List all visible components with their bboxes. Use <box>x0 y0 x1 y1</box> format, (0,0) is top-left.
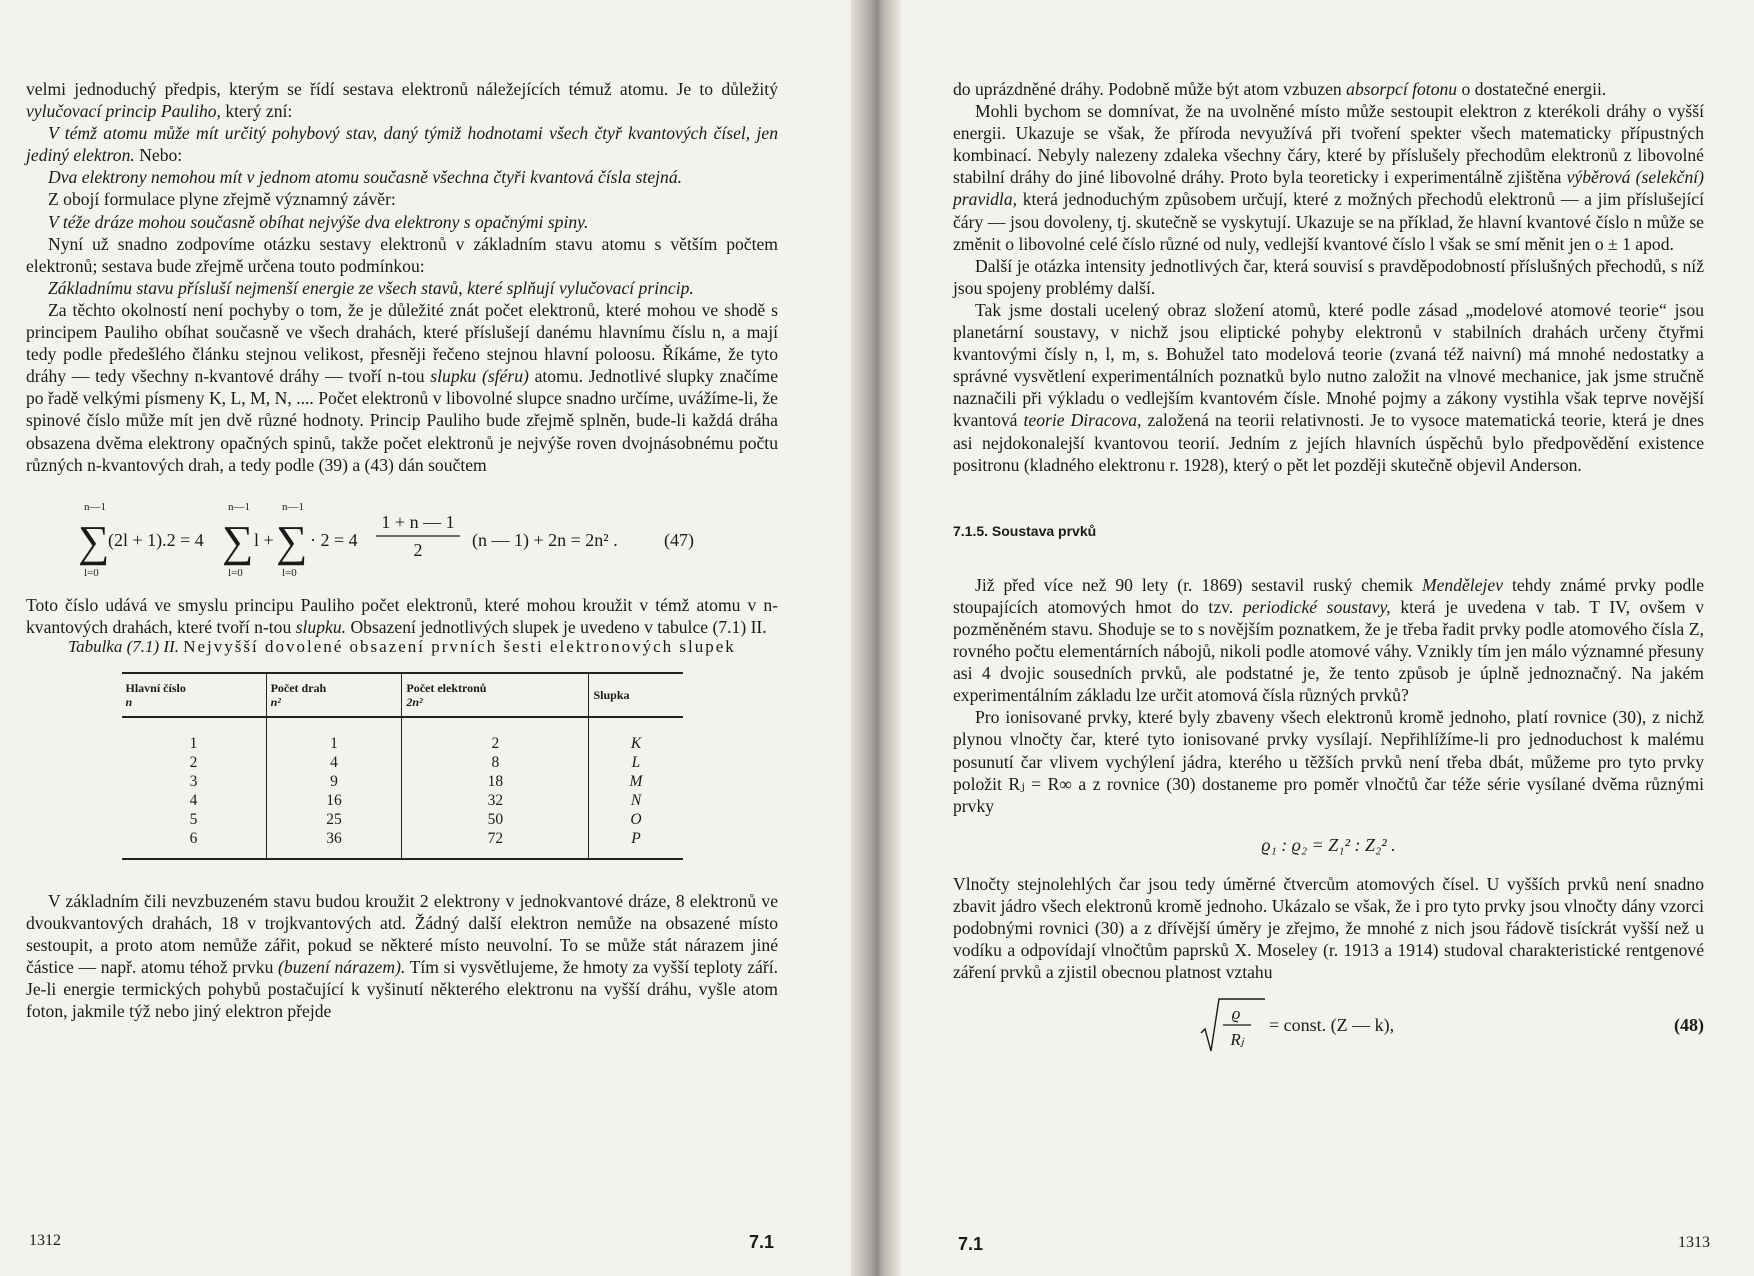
sum1-bottom: l=0 <box>84 566 99 579</box>
caption-text: Nejvyšší dovolené obsazení prvních šesti elektronových slupek <box>183 636 736 656</box>
table-cell: N <box>589 791 683 810</box>
text-italic: (buzení nárazem). <box>278 957 406 978</box>
sqrt-numerator: ϱ <box>1231 1004 1241 1024</box>
text: Tak jsme dostali ucelený obraz složení atomů, které podle zásad „modelové atomové teorie“ jsou planetární soustavy, v nichž jsou eliptické pohyby elektronů v stabilních drahách určeny čtyřmi kvantovými čísly n, l, m, s. Bohužel tato modelová teorie (zvaná též naivní) má mnohé nedostatky a správné vysvětlení experimentálních poznatků bylo nutno založit na vlnové mechanice, jak jsme stručně naznačili při výkladu o vedlejším kvantovém čísle. Mnohé pojmy a zákony vystihla však teprve novější kvantová <box>953 299 1704 431</box>
paragraph <box>26 299 778 476</box>
table-cell: 25 <box>266 810 402 829</box>
header-cell <box>589 673 683 717</box>
text-italic: V témž atomu může mít určitý pohybový stav, daný týmiž hodnotami všech čtyř kvantových čísel, jen jediný elektron. <box>26 123 778 166</box>
paragraph: Nyní už snadno zodpovíme otázku sestavy elektronů v základním stavu atomu s větším počtem elektronů; sestava bude zřejmě určena touto podmínkou: <box>26 233 778 276</box>
sum3-bottom: l=0 <box>282 566 297 579</box>
table-cell: M <box>589 772 683 791</box>
text-italic: výběrová (selekční) pravidla, <box>953 167 1705 210</box>
text: která jednoduchým způsobem určují, které z možných přechodů elektronů — a jim příslušející čáry — jsou dovoleny, tj. skutečně se vyskytují. Ukazuje se na příklad, že hlavní kvantové číslo n může se změnit o libovolné celé číslo různé od nuly, vedlejší kvantové číslo l však se smí měnit jen o ± 1 apod. <box>953 189 1704 254</box>
table-row <box>122 791 683 810</box>
text: V základním čili nevzbuzeném stavu budou kroužit 2 elektrony v jednokvantové dráze, 8 elektronů ve dvoukvantových drahách, 18 v trojkvantových atd. Žádný další elektron nemůže na obsazené místo sestoupit, a proto atom nemůže zářit, pokud se některé místo neuvolní. To se může stát nárazem jiné částice — např. atomu téhož prvku <box>26 890 778 978</box>
table-cell: 16 <box>266 791 402 810</box>
shell-occupancy-table <box>122 672 683 860</box>
equation-48 <box>953 995 1704 1055</box>
text-italic: Mendělejev <box>1421 574 1504 595</box>
quote-pauli-1 <box>26 122 778 166</box>
text: velmi jednoduchý předpis, kterým se řídí sestava elektronů náležejících témuž atomu. Je to důležitý <box>26 79 778 99</box>
sum1-top: n—1 <box>84 500 106 513</box>
text: do uprázdněné dráhy. Podobně může být atom vzbuzen <box>953 79 1342 99</box>
table-cell: 3 <box>189 772 198 790</box>
table-cell: 36 <box>266 829 402 859</box>
header-symbol: 2n² <box>406 694 423 709</box>
text: Obsazení jednotlivých slupek je uvedeno v tabulce (7.1) II. <box>350 616 767 637</box>
table-cell: 32 <box>402 791 589 810</box>
paragraph: Vlnočty stejnolehlých čar jsou tedy úměrné čtvercům atomových čísel. U vyšších prvků není snadno zbavit jádro všech elektronů kromě jednoho. Ukázalo se však, že i pro tyto prvky jsou vlnočty dány vzorci podobnými rovnici (30) a z dřívější úměry je zřejmo, že mnohé z nich jsou řádově tisíckrát vyšší než u vodíku a odpovídají vlnočtům paprsků X. Moseley (r. 1913 a 1914) studoval charakteristické rentgenové záření prvků a zjistil obecnou platnost vztahu <box>953 873 1704 983</box>
sum1-sign: ∑ <box>78 516 110 566</box>
table-cell: 8 <box>402 753 589 772</box>
chapter-number-right: 7.1 <box>958 1234 984 1254</box>
table-row <box>122 772 683 791</box>
sum2-bottom: l=0 <box>228 566 243 579</box>
table-cell: 1 <box>189 734 198 752</box>
table-caption <box>26 638 778 656</box>
text-italic: absorpcí fotonu <box>1346 79 1458 99</box>
page-number-right: 1313 <box>1678 1234 1710 1251</box>
table-cell: 4 <box>266 753 402 772</box>
text: Mohli bychom se domnívat, že na uvolněné místo může sestoupit elektron z kterékoli dráhy o vyšší energii. Ukazuje se však, že příroda nevyužívá při tvoření spekter všech matematicky přípustných kombinací. Nebyly nalezeny zdaleka všechny čáry, které by příslušely přechodům elektronů z libovolné stabilní dráhy do jiné libovolné dráhy. Proto byla teoreticky i experimentálně zjištěna <box>953 101 1704 188</box>
book-gutter <box>851 0 901 1276</box>
table-cell: 9 <box>266 772 402 791</box>
table-cell: K <box>589 717 683 753</box>
sum3-top: n—1 <box>282 500 304 513</box>
eq-tail: (n — 1) + 2n = 2n² . <box>472 529 618 550</box>
text-italic: slupku. <box>295 616 347 637</box>
paragraph <box>26 594 778 638</box>
table-cell: 2 <box>189 753 198 771</box>
header-cell <box>266 673 402 717</box>
table-cell: 2 <box>402 717 589 753</box>
equation-text: ϱ₁ : ϱ₂ = Z₁² : Z₂² . <box>1261 834 1396 855</box>
right-footer <box>958 1234 1710 1255</box>
left-page <box>26 78 778 1022</box>
paragraph <box>953 78 1704 100</box>
table-row <box>122 717 683 753</box>
header-cell <box>122 673 267 717</box>
table-cell: P <box>589 829 683 859</box>
table-cell: 4 <box>189 791 198 809</box>
equation-number: (48) <box>1674 1015 1704 1036</box>
sum2-top: n—1 <box>228 500 250 513</box>
paragraph <box>953 299 1704 476</box>
text: Nebo: <box>139 145 183 166</box>
equation-ratio <box>953 827 1704 863</box>
paragraph <box>26 890 778 1023</box>
left-footer <box>29 1232 779 1250</box>
header-symbol: n <box>125 694 133 709</box>
header-text: Slupka <box>593 687 630 702</box>
caption-label: Tabulka (7.1) II. <box>68 636 179 656</box>
chapter-number-left: 7.1 <box>749 1232 775 1252</box>
quote-ground-state: Základnímu stavu přísluší nejmenší energie ze všech stavů, které splňují vylučovací princip. <box>48 277 694 298</box>
text: tehdy známé prvky podle stoupajících atomových hmot do tzv. <box>953 574 1704 617</box>
header-text: Hlavní číslo <box>125 680 186 695</box>
paragraph <box>26 78 778 122</box>
equation-number: (47) <box>664 529 694 550</box>
table-cell: 18 <box>402 772 589 791</box>
text: o dostatečné energii. <box>1461 79 1607 99</box>
eq-term-3: · 2 = 4 <box>310 529 358 550</box>
quote-spins: V téže dráze mohou současně obíhat nejvýše dva elektrony s opačnými spiny. <box>48 211 589 232</box>
text: která je uvedena v tab. T IV, ovšem v pozměněném stavu. Shoduje se to s novějším poznatkem, že je třeba řadit prvky podle atomového čísla Z, rovného počtu elementárních nábojů, nikoli podle atomové váhy. Vznikly tím jen málo významné přesuny asi 4 dvojic sousedních prvků, ale podstatné je, že tento způsob je úplně jednoznačný. Na jakém experimentálním základu lze určit atomová čísla různých prvků? <box>953 596 1704 706</box>
right-page <box>953 78 1704 1055</box>
header-text: Počet drah <box>270 680 327 695</box>
text-italic: teorie Diracova, <box>1023 410 1142 431</box>
paragraph: Pro ionisované prvky, které byly zbaveny všech elektronů kromě jednoho, platí rovnice (30), z nichž plynou vlnočty čar, které tyto ionisované prvky vysílají. Nepřihlížíme-li pro jednoduchost k malému posunutí čar vlivem vychýlení jádra, kterého u těžších prvků není třeba dbát, můžeme pro tyto prvky položit Rⱼ = R∞ a z rovnice (30) dostaneme pro poměr vlnočtů čar téže série vysílané dvěma různými prvky <box>953 707 1704 816</box>
text: založená na teorii relativnosti. Je to vysoce matematická teorie, která je dnes asi nejdokonalejší kvantovou teorií. Jedním z jejích hlavních úspěchů bylo předpovědění existence positronu (kladného elektronu r. 1928), který o pět let později skutečně objevil Anderson. <box>953 410 1704 475</box>
text-italic: slupku (sféru) <box>430 366 529 387</box>
equation-47-svg <box>26 490 778 586</box>
table-cell: 1 <box>266 717 402 753</box>
text: Za těchto okolností není pochyby o tom, že je důležité znát počet elektronů, které mohou ve shodě s principem Pauliho obíhat současně ve všech drahách, které příslušejí danému hlavnímu číslu n, a mají tedy podle předešlého článku stejnou velikost, přesněji řečeno stejnou hlavní poloosu. Říkáme, že tyto dráhy — tedy všechny n-kvantové dráhy — tvoří n-tou <box>26 299 778 387</box>
header-text: Počet elektronů <box>406 680 487 695</box>
paragraph: Další je otázka intensity jednotlivých čar, která souvisí s pravděpodobností příslušných přechodů, s níž jsou spojeny problémy další. <box>953 255 1704 298</box>
text-italic: periodické soustavy, <box>1242 596 1391 617</box>
quote-pauli-2: Dva elektrony nemohou mít v jednom atomu současně všechna čtyři kvantová čísla stejná. <box>48 167 683 188</box>
table-row <box>122 753 683 772</box>
sqrt-denominator: Rⱼ <box>1230 1030 1244 1050</box>
sum3-sign: ∑ <box>276 516 308 566</box>
text: Tím si vysvětlujeme, že hmoty za vyšší teploty září. Je-li energie termických pohybů postačující k vyšinutí některého elektronu na vyšší dráhu, vyšle atom foton, jakmile týž nebo jiný elektron přejde <box>26 957 778 1022</box>
table-cell: 6 <box>189 829 198 847</box>
eq48-rhs: = const. (Z — k), <box>1269 1015 1395 1036</box>
text: atomu. Jednotlivé slupky značíme po řadě velkými písmeny K, L, M, N, .... Počet elektronů v libovolné slupce snadno určíme, uvážíme-li, že spinové číslo může mít jen dvě různé hodnoty. Princip Pauliho bude zřejmě splněn, bude-li každá dráha obsazena dvěma elektrony opačných spinů, takže počet elektronů je nejvýše roven dvojnásobnému počtu různých n-kvantových drah, a tedy podle (39) a (43) dán součtem <box>26 366 779 475</box>
table-cell: 50 <box>402 810 589 829</box>
fraction-denominator: 2 <box>413 539 423 560</box>
header-symbol: n² <box>270 694 281 709</box>
table-row <box>122 810 683 829</box>
text-italic: vylučovací princip Pauliho, <box>26 101 221 122</box>
table-cell: O <box>589 810 683 829</box>
paragraph: Z obojí formulace plyne zřejmě významný závěr: <box>48 189 396 210</box>
table-header-row <box>122 673 683 717</box>
eq-term-2: l + <box>254 529 274 550</box>
equation-47 <box>26 490 778 586</box>
text: Toto číslo udává ve smyslu principu Pauliho počet elektronů, které mohou kroužit v témž atomu v n-kvantových drahách, které tvoří n-tou <box>26 594 778 637</box>
page-number-left: 1312 <box>29 1232 61 1249</box>
section-heading: 7.1.5. Soustava prvků <box>953 522 1097 539</box>
paragraph <box>953 574 1704 707</box>
header-cell <box>402 673 589 717</box>
text: Již před více než 90 lety (r. 1869) sestavil ruský chemik <box>975 574 1413 595</box>
text: který zní: <box>225 101 293 122</box>
sum2-sign: ∑ <box>222 516 254 566</box>
table-row <box>122 829 683 859</box>
table-cell: 72 <box>402 829 589 859</box>
paragraph <box>953 100 1704 255</box>
equation-48-svg <box>953 995 1704 1055</box>
table-cell: 5 <box>189 810 198 828</box>
fraction-numerator: 1 + n — 1 <box>381 511 455 532</box>
table-cell: L <box>589 753 683 772</box>
eq-term-1: (2l + 1).2 = 4 <box>108 529 204 550</box>
